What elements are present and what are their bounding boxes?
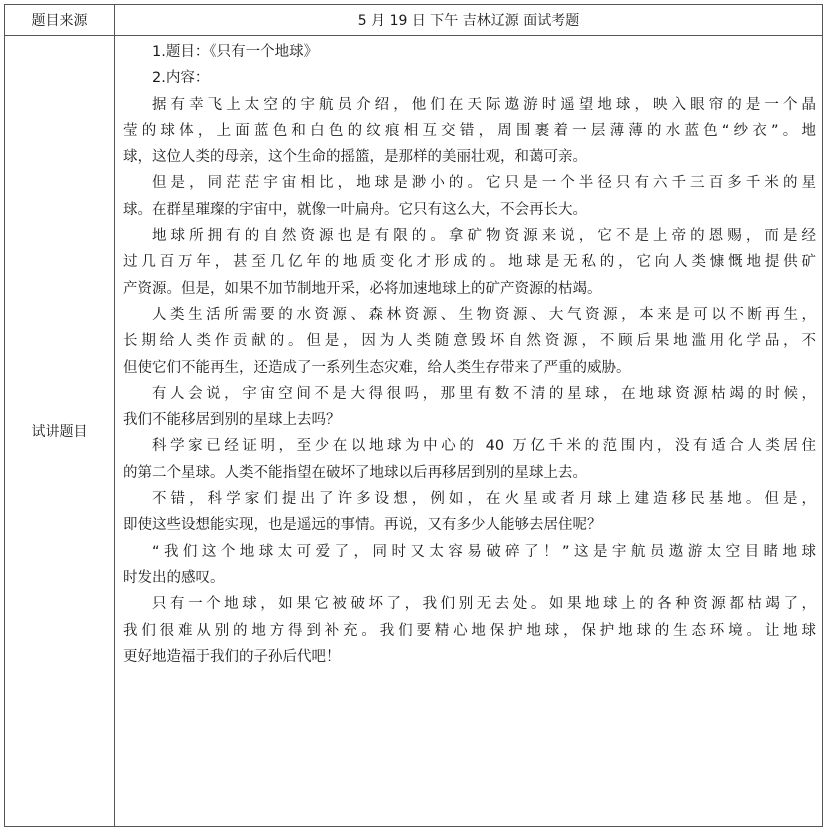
content-line: 的第二个星球。人类不能指望在破坏了地球以后再移居到别的星球上去。 bbox=[123, 464, 587, 481]
content-line: 但使它们不能再生，还造成了一系列生态灾难，给人类生存带来了严重的威胁。 bbox=[123, 359, 631, 376]
lesson-content bbox=[115, 36, 823, 827]
content-line: 球，这位人类的母亲，这个生命的摇篮，是那样的美丽壮观，和蔼可亲。 bbox=[123, 149, 587, 166]
header-row bbox=[5, 5, 823, 36]
row-label-topic: 试讲题目 bbox=[5, 36, 115, 827]
content-line: 1.题目：《只有一个地球》 bbox=[152, 44, 319, 60]
content-line: 2.内容： bbox=[152, 70, 210, 87]
content-line: 不错，科学家们提出了许多设想，例如，在火星或者月球上建造移民基地。但是， bbox=[152, 491, 816, 508]
content-line: 有人会说，宇宙空间不是大得很吗，那里有数不清的星球，在地球资源枯竭的时候， bbox=[152, 385, 816, 402]
content-row bbox=[5, 36, 823, 827]
exam-table bbox=[4, 4, 823, 827]
content-line: 长期给人类作贡献的。但是，因为人类随意毁坏自然资源，不顾后果地滥用化学品，不 bbox=[123, 333, 816, 350]
content-line: 我们不能移居到别的星球上去吗？ bbox=[123, 412, 341, 429]
content-line: 过几百万年，甚至几亿年的地质变化才形成的。地球是无私的，它向人类慷慨地提供矿 bbox=[123, 254, 816, 271]
content-line: 地球所拥有的自然资源也是有限的。拿矿物资源来说，它不是上帝的恩赐，而是经 bbox=[152, 228, 816, 245]
content-line: 球。在群星璀璨的宇宙中，就像一叶扁舟。它只有这么大，不会再长大。 bbox=[123, 201, 587, 218]
content-line: 据有幸飞上太空的宇航员介绍，他们在天际遨游时遥望地球，映入眼帘的是一个晶 bbox=[152, 96, 816, 113]
content-line: 科学家已经证明，至少在以地球为中心的 40 万亿千米的范围内，没有适合人类居住 bbox=[152, 438, 816, 455]
content-line: 但是，同茫茫宇宙相比，地球是渺小的。它只是一个半径只有六千三百多千米的星 bbox=[152, 175, 816, 192]
content-line: 只有一个地球，如果它被破坏了，我们别无去处。如果地球上的各种资源都枯竭了， bbox=[152, 596, 816, 613]
header-source-label: 题目来源 bbox=[5, 5, 115, 36]
content-line: 产资源。但是，如果不加节制地开采，必将加速地球上的矿产资源的枯竭。 bbox=[123, 280, 602, 297]
content-line: 我们很难从别的地方得到补充。我们要精心地保护地球，保护地球的生态环境。让地球 bbox=[123, 622, 816, 639]
content-line: 更好地造福于我们的子孙后代吧！ bbox=[123, 648, 341, 665]
content-line: “我们这个地球太可爱了，同时又太容易破碎了！”这是宇航员遨游太空目睹地球 bbox=[152, 543, 816, 560]
content-line: 人类生活所需要的水资源、森林资源、生物资源、大气资源，本来是可以不断再生， bbox=[152, 306, 816, 323]
header-exam-title: 5 月 19 日 下午 吉林辽源 面试考题 bbox=[115, 5, 823, 36]
content-line: 莹的球体，上面蓝色和白色的纹痕相互交错，周围裹着一层薄薄的水蓝色“纱衣”。地 bbox=[123, 122, 816, 139]
content-line: 即使这些设想能实现，也是遥远的事情。再说，又有多少人能够去居住呢？ bbox=[123, 517, 602, 534]
content-line: 时发出的感叹。 bbox=[123, 569, 225, 586]
